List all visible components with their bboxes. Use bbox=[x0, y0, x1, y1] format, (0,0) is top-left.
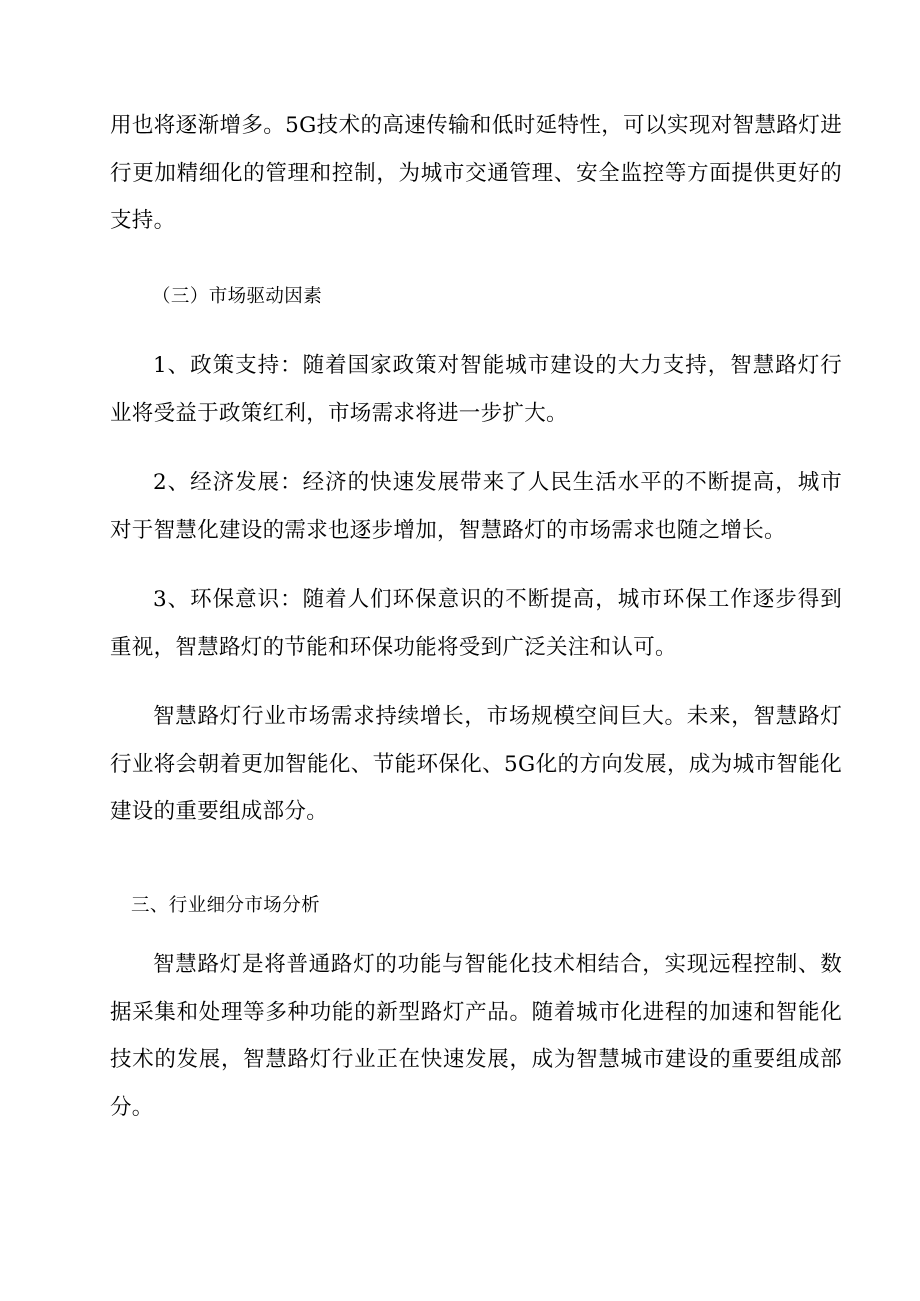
segment-analysis-paragraph: 智慧路灯是将普通路灯的功能与智能化技术相结合，实现远程控制、数据采集和处理等多种功能的新型路灯产品。随着城市化进程的加速和智能化技术的发展，智慧路灯行业正在快速发展，成为智慧城市建设的重要组成部分。 bbox=[110, 952, 842, 1120]
section-heading-market-drivers: （三）市场驱动因素 bbox=[152, 286, 323, 307]
driver-item-environment: 3、环保意识：随着人们环保意识的不断提高，城市环保工作逐步得到重视，智慧路灯的节能和环保功能将受到广泛关注和认可。 bbox=[110, 587, 842, 660]
summary-paragraph: 智慧路灯行业市场需求持续增长，市场规模空间巨大。未来，智慧路灯行业将会朝着更加智能化、节能环保化、5G化的方向发展，成为城市智能化建设的重要组成部分。 bbox=[110, 704, 842, 824]
section-heading-segment-analysis: 三、行业细分市场分析 bbox=[131, 895, 321, 916]
driver-item-economy: 2、经济发展：经济的快速发展带来了人民生活水平的不断提高，城市对于智慧化建设的需求也逐步增加，智慧路灯的市场需求也随之增长。 bbox=[110, 470, 842, 543]
continuation-paragraph: 用也将逐渐增多。5G技术的高速传输和低时延特性，可以实现对智慧路灯进行更加精细化的管理和控制，为城市交通管理、安全监控等方面提供更好的支持。 bbox=[110, 113, 842, 233]
driver-item-policy: 1、政策支持：随着国家政策对智能城市建设的大力支持，智慧路灯行业将受益于政策红利，市场需求将进一步扩大。 bbox=[110, 353, 842, 426]
